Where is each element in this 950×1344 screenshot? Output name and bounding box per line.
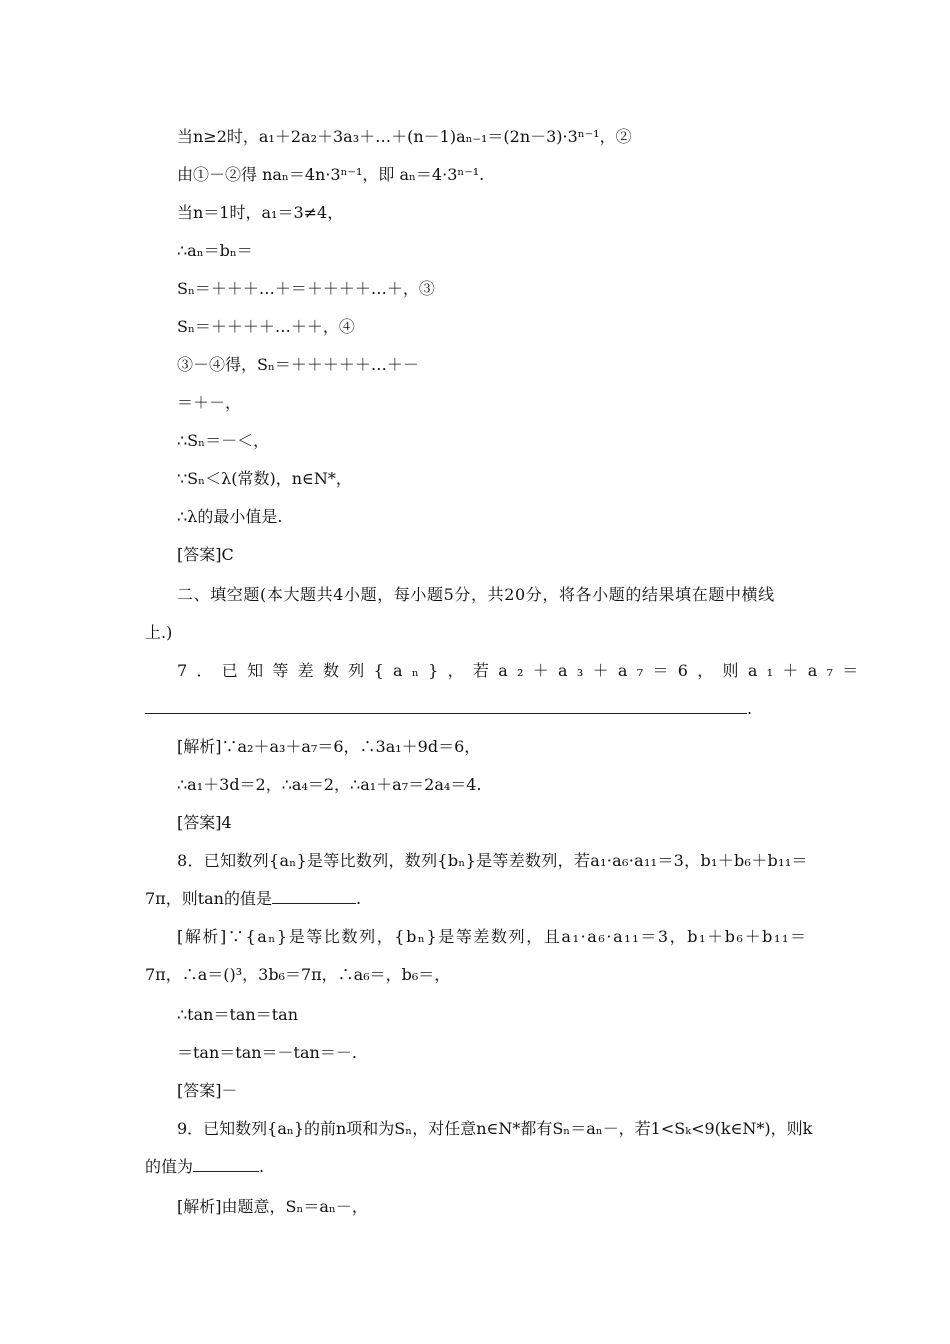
answer-line: [答案]－ [177,1081,238,1100]
section-heading: 二、填空题(本大题共4小题，每小题5分，共20分，将各小题的结果填在题中横线 [177,585,775,604]
section-heading-cont: 上.) [145,623,173,642]
text-line: Sₙ＝＋＋＋…＋＝＋＋＋＋…＋，③ [177,279,435,298]
text-line: 当n＝1时，a₁＝3≠4， [177,203,344,222]
question-9-cont: 的值为 . [145,1157,265,1176]
analysis-line: ∴tan＝tan＝tan [177,1005,299,1024]
analysis-line: ＝tan＝tan＝－tan＝－. [177,1043,357,1062]
answer-blank[interactable] [145,713,747,714]
text-line: 由①－②得 naₙ＝4n·3ⁿ⁻¹，即 aₙ＝4·3ⁿ⁻¹. [177,165,485,184]
text-line: ∴aₙ＝bₙ＝ [177,241,253,260]
question-7: 7．已知等差数列{aₙ}，若a₂＋a₃＋a₇＝6，则a₁＋a₇＝ [177,661,868,680]
text-line: ∴λ的最小值是. [177,507,283,526]
text-line: ∴Sₙ＝－＜， [177,431,270,450]
text-line: Sₙ＝＋＋＋＋…＋＋，④ [177,317,355,336]
analysis-line: [解析]∵a₂＋a₃＋a₇＝6，∴3a₁＋9d＝6， [177,737,481,756]
analysis-line: 7π，∴a＝()³，3b₆＝7π，∴a₆＝，b₆＝， [145,965,451,984]
text-line: 当n≥2时，a₁＋2a₂＋3a₃＋…＋(n－1)aₙ₋₁＝(2n－3)·3ⁿ⁻¹，② [177,127,632,146]
analysis-line: [解析]由题意，Sₙ＝aₙ－， [177,1197,368,1216]
answer-line: [答案]C [177,545,234,564]
analysis-line: [解析]∵{aₙ}是等比数列，{bₙ}是等差数列，且a₁·a₆·a₁₁＝3，b₁＋b₆＋b₁₁＝ [177,927,808,946]
answer-blank[interactable] [193,1171,259,1172]
text-line: ＝＋－， [177,393,242,412]
question-7-blank-line: . [145,698,752,720]
question-8: 8．已知数列{aₙ}是等比数列，数列{bₙ}是等差数列，若a₁·a₆·a₁₁＝3，b₁＋b₆＋b₁₁＝ [177,851,808,870]
answer-line: [答案]4 [177,813,232,832]
question-9: 9．已知数列{aₙ}的前n项和为Sₙ，对任意n∈N*都有Sₙ＝aₙ－，若1<Sₖ<9(k∈N*)，则k [177,1119,813,1138]
question-8-cont: 7π，则tan的值是 . [145,889,362,908]
text-line: ∵Sₙ＜λ(常数)，n∈N*， [177,469,352,488]
text-line: ③－④得，Sₙ＝＋＋＋＋＋…＋－ [177,355,419,374]
answer-blank[interactable] [272,903,356,904]
analysis-line: ∴a₁＋3d＝2，∴a₄＝2，∴a₁＋a₇＝2a₄＝4. [177,775,482,794]
